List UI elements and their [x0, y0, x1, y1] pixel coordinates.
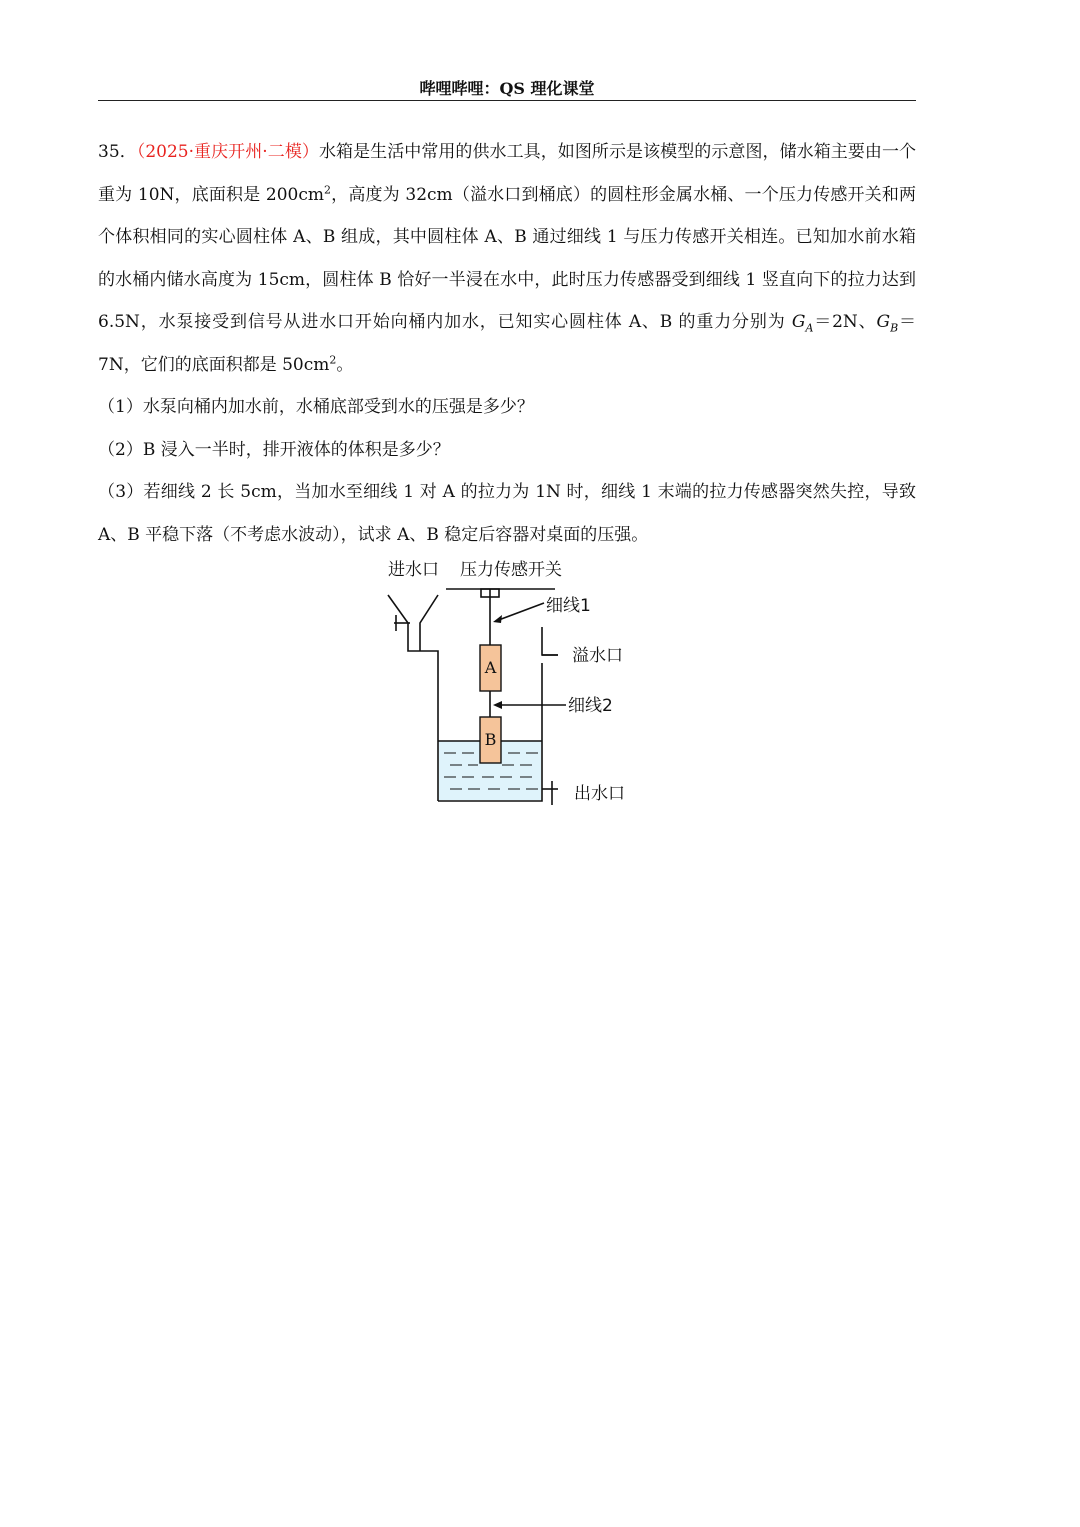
label-inlet: 进水口: [388, 560, 439, 580]
thread2-arrowhead: [493, 701, 502, 709]
page-header: 哔哩哔哩：QS 理化课堂: [419, 79, 595, 98]
funnel-right-edge: [420, 595, 438, 651]
diagram-svg: [380, 553, 650, 813]
ga-sub: A: [805, 321, 814, 335]
question-body: [98, 131, 916, 556]
stem-part2: ，高度为 32cm（溢水口到桶底）的圆柱形金属水桶、一个压力传感开关和两个体积相同的实心圆柱体 A、B 组成，其中圆柱体 A、B 通过细线 1 与压力传感开关相连。已知加水前水箱的水桶内储水高度为 15cm，圆柱体 B 恰好一半浸在水中，此时压力传感器受到细线 1 竖直向下的拉力达到 6.5N，水泵接受到信号从进水口开始向桶内加水，已知实心圆柱体 A、B 的重力分别为: [98, 184, 916, 332]
gb-sub: B: [890, 321, 899, 335]
label-sensor: 压力传感开关: [460, 560, 562, 580]
water-tank-diagram: [380, 553, 650, 813]
funnel-left-edge: [388, 595, 408, 635]
gb-value: ＝7N，它们的底面积都是 50cm: [98, 312, 917, 375]
ga-letter: G: [791, 312, 806, 332]
label-thread2: 细线2: [568, 696, 613, 716]
overflow-port: [542, 627, 558, 655]
label-overflow: 溢水口: [572, 646, 623, 666]
stem-end: 。: [336, 354, 354, 375]
ga-value: ＝2N、: [813, 312, 877, 332]
header-rule: [98, 100, 916, 101]
stem-sup1: 2: [324, 182, 332, 196]
label-thread1: 细线1: [546, 596, 591, 616]
thread1-arrow: [496, 603, 544, 621]
question-stem: [98, 131, 916, 386]
label-outlet: 出水口: [574, 784, 625, 804]
tank-left-wall: [408, 635, 438, 801]
stem-sup2: 2: [329, 352, 337, 366]
stem-part1: 水箱是生活中常用的供水工具，如图所示是该模型的示意图，储水箱主要由一个重为 10N，底面积是 200cm: [98, 142, 917, 205]
question-source: （2025·重庆开州·二模）: [136, 142, 319, 162]
gb-letter: G: [876, 312, 891, 332]
block-b-label: B: [484, 730, 497, 749]
sub-question-1: （1）水泵向桶内加水前，水桶底部受到水的压强是多少？: [98, 397, 534, 417]
thread1-arrowhead: [493, 615, 502, 623]
sub-question-3: （3）若细线 2 长 5cm，当加水至细线 1 对 A 的拉力为 1N 时，细线 1 末端的拉力传感器突然失控，导致 A、B 平稳下落（不考虑水波动），试求 A、B 稳定后容器对桌面的压强。: [98, 482, 916, 545]
sub-question-2: （2）B 浸入一半时，排开液体的体积是多少？: [98, 439, 450, 460]
question-number: 35．: [98, 142, 137, 162]
block-a-label: A: [484, 658, 497, 677]
